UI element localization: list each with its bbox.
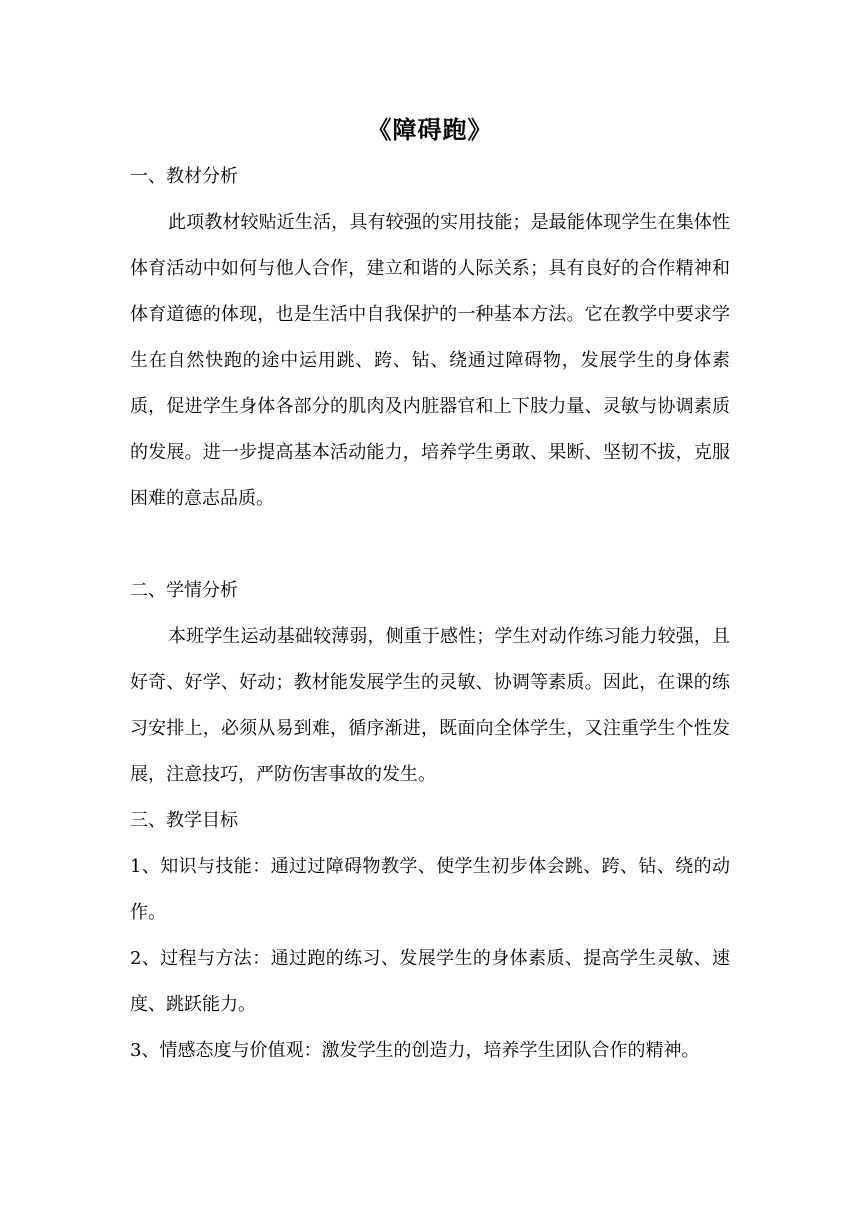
- section-heading-teaching-goals: 三、教学目标: [130, 810, 238, 831]
- material-analysis-paragraph: 此项教材较贴近生活，具有较强的实用技能；是最能体现学生在集体性体育活动中如何与他人合作，建立和谐的人际关系；具有良好的合作精神和体育道德的体现，也是生活中自我保护的一种基本方法。它在教学中要求学生在自然快跑的途中运用跳、跨、钻、绕通过障碍物，发展学生的身体素质，促进学生身体各部分的肌肉及内脏器官和上下肢力量、灵敏与协调素质的发展。进一步提高基本活动能力，培养学生勇敢、果断、坚韧不拔，克服困难的意志品质。: [130, 212, 730, 509]
- document-title: 《障碍跑》: [367, 115, 493, 144]
- section-heading-student-analysis: 二、学情分析: [130, 580, 238, 601]
- document-page: [130, 112, 730, 1074]
- goal-item-knowledge-skills: 1、知识与技能：通过过障碍物教学、使学生初步体会跳、跨、钻、绕的动作。: [130, 856, 730, 923]
- section-heading-material-analysis: 一、教材分析: [130, 166, 238, 187]
- goal-item-emotion-values: 3、情感态度与价值观：激发学生的创造力，培养学生团队合作的精神。: [130, 1040, 700, 1061]
- blank-line: [130, 522, 730, 568]
- goal-item-process-method: 2、过程与方法：通过跑的练习、发展学生的身体素质、提高学生灵敏、速度、跳跃能力。: [130, 948, 730, 1015]
- student-analysis-paragraph: 本班学生运动基础较薄弱，侧重于感性；学生对动作练习能力较强，且好奇、好学、好动；教材能发展学生的灵敏、协调等素质。因此，在课的练习安排上，必须从易到难，循序渐进，既面向全体学生，又注重学生个性发展，注意技巧，严防伤害事故的发生。: [130, 626, 730, 785]
